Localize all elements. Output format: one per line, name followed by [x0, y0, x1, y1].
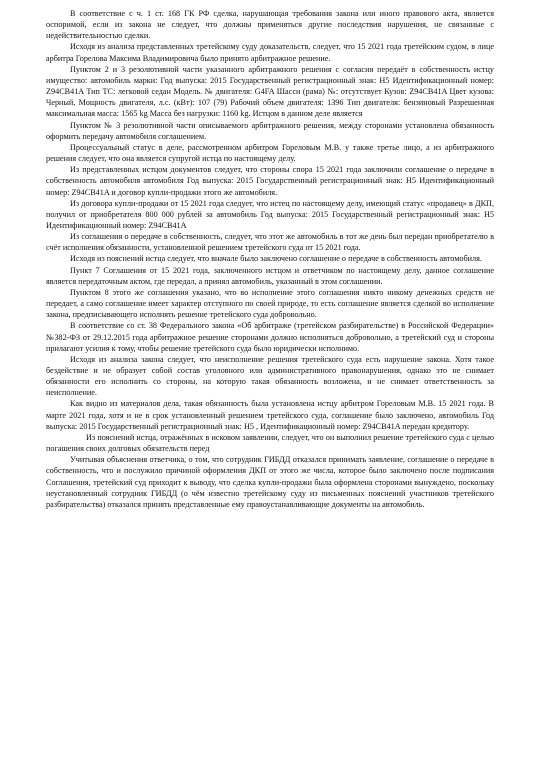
paragraph-item-8: Пунктом 8 этого же соглашения указано, что во исполнение этого соглашения никто никому денежных средств не передает, а само соглашение имеет характер отступного по своей природе, то есть соглашение является сделкой во исполнение закона, предписывающего исполнять решение третейского суда добровольно.: [46, 287, 494, 320]
paragraph-item-7: Пункт 7 Соглашения от 15 2021 года, заключенного истцом и ответчиком по настоящему делу, данное соглашение является передаточным актом, где передал, а принял автомобиль, указанный в этом соглашении.: [46, 265, 494, 286]
paragraph-presented-documents: Из представленных истцом документов следует, что стороны спора 15 2021 года заключили соглашение о передаче в собственность автомобиля автомобиля Год выпуска: 2015 Государственный регистрационный знак: Н5 Идентификационный номер: Z94CB41A и договор купли-продажи этого же автомобиля.: [46, 165, 494, 197]
paragraph-sale-contract: Из договора купли-продажи от 15 2021 года следует, что истец по настоящему делу, имеющий статус «продавец» в ДКП, получил от приобретателя 800 000 рублей за автомобиль Год выпуска: 2015 Государственный регистрационный знак: Н5 Идентификационный номер: Z94CB41A: [46, 198, 494, 230]
paragraph-transfer-agreement: Из соглашения о передаче в собственность, следует, что этот же автомобиль в тот же день был передан приобретателю в счёт исполнения обязанности, установленной решением третейского суда от 15 2021 года.: [46, 232, 494, 253]
paragraph-claimant-explanation: Исходя из пояснений истца следует, что вначале было заключено соглашение о передаче в собственность автомобиля.: [70, 254, 482, 264]
paragraph-arbitration-decision: Исходя из анализа представленных третейскому суду доказательств, следует, что 15 2021 года третейским судом, в лице арбитра Горелова Максима Владимировича было принято арбитражное решение.: [46, 42, 494, 63]
paragraph-law-analysis: Исходя из анализа закона следует, что неисполнение решения третейского суда есть нарушение закона. Хотя такое бездействие и не образует собой состав уголовного или административного правонарушения, однако это не снимает обязанности его исполнить со стороны, на которую такая обязанность возложена, и не снимает ответственность за неисполнение.: [46, 354, 494, 398]
paragraph-claim-explanation: Из пояснений истца, отражённых в исковом заявлении, следует, что он выполнил решение третейского суда с целью погашения своих долговых обязательств перед: [46, 432, 494, 454]
paragraph-defendant-explanation: Учитывая объяснения ответчика, о том, что сотрудник ГИБДД отказался принимать заявление, соглашение о передаче в собственность, что и послужило причиной оформления ДКП от этого же числа, которое было заключено после подписания Соглашения, третейский суд приходит к выводу, что сделка купли-продажи была оформлена сторонами вынуждено, поскольку неустановленный сотрудник ГИБДД (о чём известно третейскому суду из письменных пояснений участников третейского разбирательства) отказался принять представленные ему правоустанавливающие документы на автомобиль.: [46, 455, 494, 509]
paragraph-case-materials: Как видно из материалов дела, такая обязанность была установлена истцу арбитром Гореловым М.В. 15 2021 года. В марте 2021 года, хотя и не в срок установленный решением третейского суда, соглашение было заключено, автомобиль Год выпуска: 2015 Государственный регистрационный знак: Н5 , Идентификационный номер: Z94CB41A передан кредитору.: [46, 399, 494, 431]
paragraph-procedural-status: Процессуальный статус в деле, рассмотренном арбитром Гореловым М.В. у также третье лицо, а из арбитражного решения следует, что она является супругой истца по настоящему делу.: [46, 142, 494, 164]
paragraph-item-3: Пунктом № 3 резолютивной части описываемого арбитражного решения, между сторонами установлена обязанность оформить передачу автомобиля соглашением.: [46, 120, 494, 141]
paragraph-article-168: В соответствие с ч. 1 ст. 168 ГК РФ сделка, нарушающая требования закона или иного правового акта, является оспоримой, если из закона не следует, что должны применяться другие последствия нарушения, не связанные с недействительностью сделки.: [46, 9, 494, 41]
paragraph-article-38: В соответствие со ст. 38 Федерального закона «Об арбитраже (третейском разбирательстве) в Российской Федерации» №382-ФЗ от 29.12.2015 года арбитражное решение сторонами должно исполняться добровольно, а третейский суд и стороны прилагают усилия к тому, чтобы решение третейского суда было юридически исполнимо.: [46, 321, 494, 353]
paragraph-items-2-3: Пунктом 2 и 3 резолютивной части указанного арбитражного решения с согласия передаёт в собственность истцу имущество: автомобиль марки: Год выпуска: 2015 Государственный регистрационный знак: Н5 Идентификационный номер: Z94CB41A Тип ТС: легковой седан Модель. № двигателя: G4FA Шасси (рама) №: отсутствует Кузов: Z94CB41A Цвет кузова: Черный, Мощность двигателя, л.с. (кВт): 107 (79) Рабочий объем двигателя: 1396 Тип двигателя: бензиновый Разрешенная максимальная масса: 1565 kg Масса без нагрузки: 1160 kg. Истцом в данном деле является: [46, 64, 494, 119]
